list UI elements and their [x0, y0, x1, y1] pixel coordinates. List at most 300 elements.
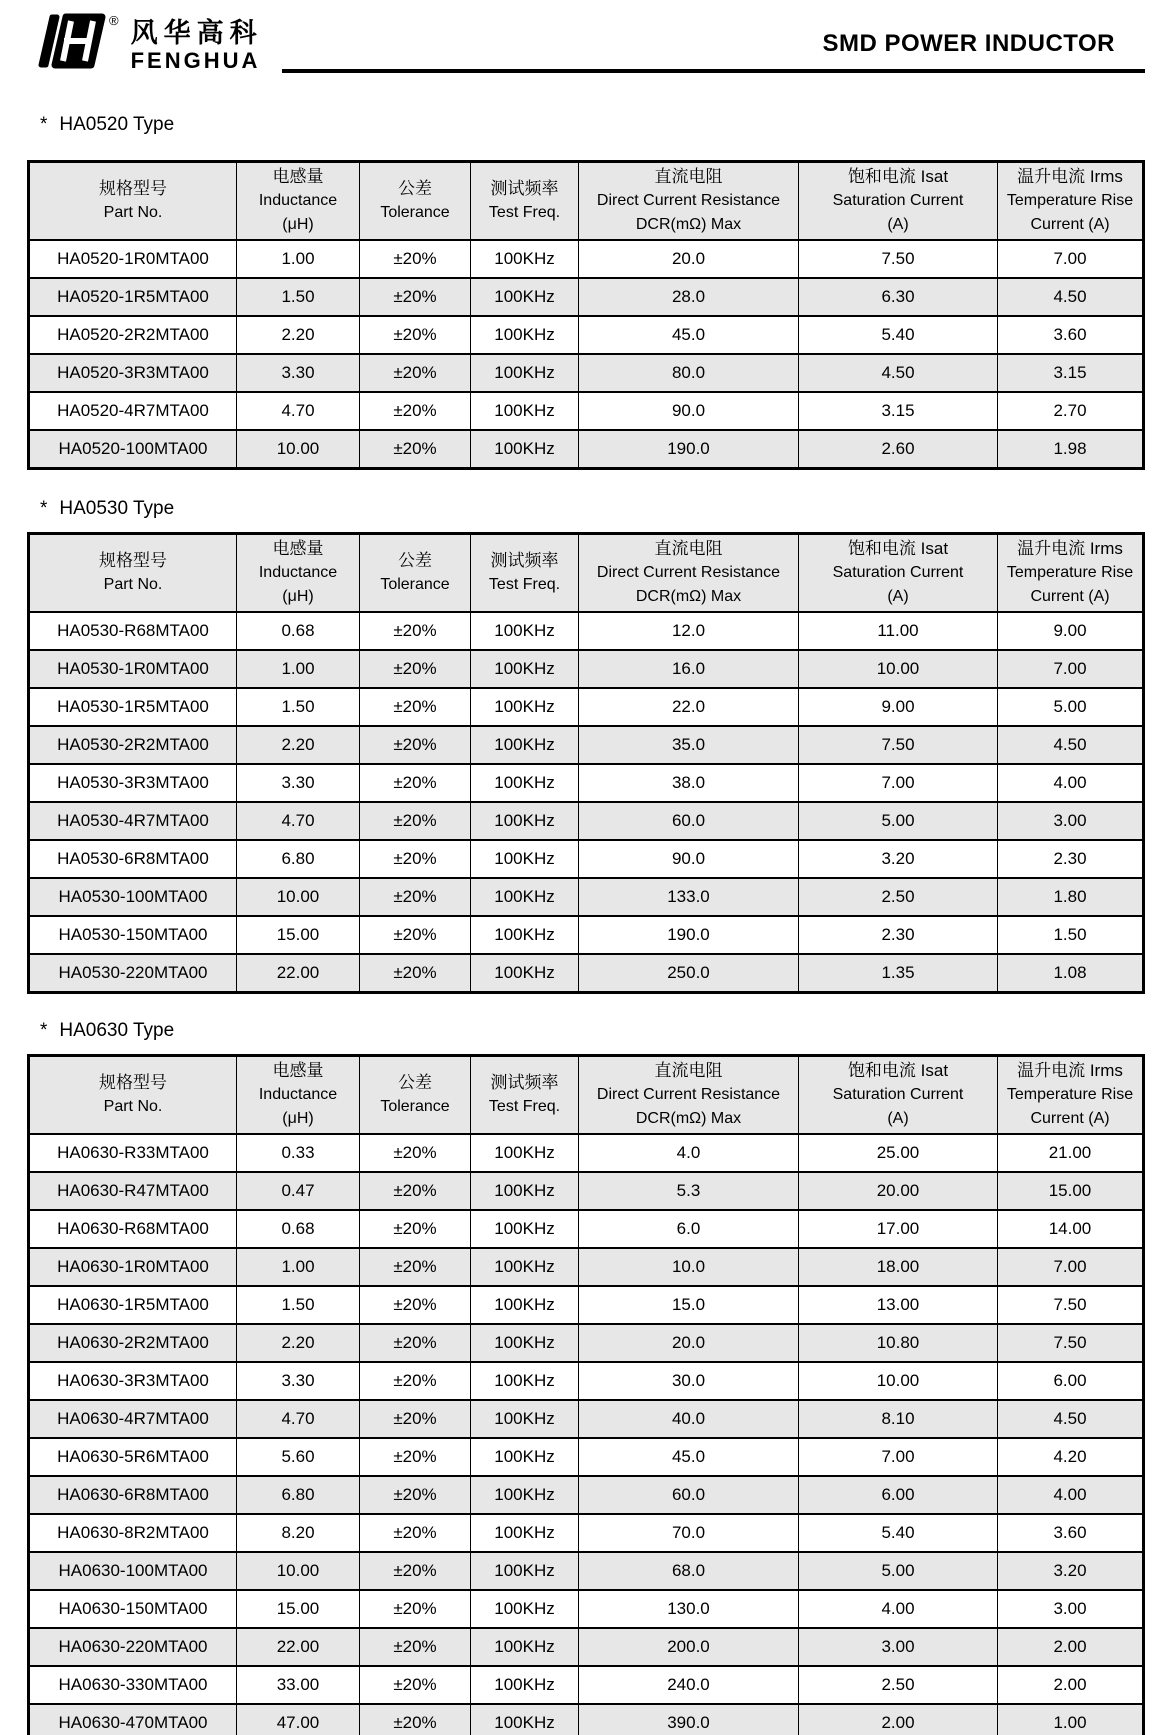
- value-cell: 4.00: [998, 1476, 1144, 1514]
- value-cell: 3.15: [799, 392, 998, 430]
- table-row: [29, 1590, 1144, 1628]
- value-cell: 5.00: [799, 1552, 998, 1590]
- part-no-cell: HA0630-5R6MTA00: [29, 1438, 237, 1476]
- value-cell: 4.50: [998, 1400, 1144, 1438]
- value-cell: 9.00: [799, 688, 998, 726]
- value-cell: ±20%: [360, 650, 471, 688]
- value-cell: 3.00: [998, 1590, 1144, 1628]
- column-header: 测试频率 Test Freq.: [471, 534, 579, 613]
- value-cell: 100KHz: [471, 1248, 579, 1286]
- value-cell: 7.00: [998, 1248, 1144, 1286]
- section-title-text: HA0520 Type: [59, 114, 175, 135]
- value-cell: 13.00: [799, 1286, 998, 1324]
- value-cell: 1.00: [237, 1248, 360, 1286]
- header-row: [29, 1056, 1144, 1135]
- value-cell: 100KHz: [471, 1134, 579, 1172]
- section-title-ha0520: [40, 114, 1155, 136]
- value-cell: 1.08: [998, 954, 1144, 993]
- table-row: [29, 650, 1144, 688]
- value-cell: 100KHz: [471, 392, 579, 430]
- column-header: 直流电阻 Direct Current Resistance DCR(mΩ) Max: [579, 1056, 799, 1135]
- table-row: [29, 764, 1144, 802]
- value-cell: 190.0: [579, 430, 799, 469]
- value-cell: ±20%: [360, 1210, 471, 1248]
- value-cell: 22.0: [579, 688, 799, 726]
- value-cell: ±20%: [360, 878, 471, 916]
- value-cell: ±20%: [360, 1400, 471, 1438]
- part-no-cell: HA0530-4R7MTA00: [29, 802, 237, 840]
- value-cell: 2.50: [799, 1666, 998, 1704]
- table-row: [29, 916, 1144, 954]
- value-cell: 2.30: [799, 916, 998, 954]
- value-cell: 100KHz: [471, 240, 579, 278]
- column-header: 饱和电流 Isat Saturation Current (A): [799, 534, 998, 613]
- section-bullet: *: [40, 498, 48, 519]
- value-cell: 3.15: [998, 354, 1144, 392]
- part-no-cell: HA0530-3R3MTA00: [29, 764, 237, 802]
- value-cell: 133.0: [579, 878, 799, 916]
- value-cell: ±20%: [360, 430, 471, 469]
- value-cell: 6.00: [799, 1476, 998, 1514]
- value-cell: 45.0: [579, 316, 799, 354]
- value-cell: ±20%: [360, 316, 471, 354]
- value-cell: 5.60: [237, 1438, 360, 1476]
- value-cell: ±20%: [360, 1514, 471, 1552]
- value-cell: ±20%: [360, 688, 471, 726]
- value-cell: 15.00: [237, 916, 360, 954]
- part-no-cell: HA0520-1R0MTA00: [29, 240, 237, 278]
- value-cell: 17.00: [799, 1210, 998, 1248]
- table-row: [29, 802, 1144, 840]
- value-cell: 3.30: [237, 1362, 360, 1400]
- value-cell: 100KHz: [471, 354, 579, 392]
- value-cell: 100KHz: [471, 612, 579, 650]
- table-row: [29, 1248, 1144, 1286]
- value-cell: 100KHz: [471, 1210, 579, 1248]
- value-cell: 0.47: [237, 1172, 360, 1210]
- value-cell: ±20%: [360, 802, 471, 840]
- part-no-cell: HA0530-2R2MTA00: [29, 726, 237, 764]
- table-row: [29, 1134, 1144, 1172]
- table-row: [29, 1172, 1144, 1210]
- value-cell: ±20%: [360, 1172, 471, 1210]
- table-row: [29, 840, 1144, 878]
- value-cell: ±20%: [360, 726, 471, 764]
- value-cell: 8.10: [799, 1400, 998, 1438]
- value-cell: 2.00: [799, 1704, 998, 1735]
- value-cell: ±20%: [360, 392, 471, 430]
- value-cell: 1.50: [237, 688, 360, 726]
- value-cell: 22.00: [237, 1628, 360, 1666]
- table-row: [29, 1628, 1144, 1666]
- value-cell: 0.68: [237, 1210, 360, 1248]
- part-no-cell: HA0520-100MTA00: [29, 430, 237, 469]
- table-row: [29, 612, 1144, 650]
- table-row: [29, 240, 1144, 278]
- value-cell: 7.00: [998, 650, 1144, 688]
- value-cell: 28.0: [579, 278, 799, 316]
- value-cell: 7.00: [998, 240, 1144, 278]
- value-cell: 100KHz: [471, 316, 579, 354]
- value-cell: 390.0: [579, 1704, 799, 1735]
- value-cell: 45.0: [579, 1438, 799, 1476]
- value-cell: 7.50: [998, 1324, 1144, 1362]
- value-cell: 4.00: [998, 764, 1144, 802]
- value-cell: 4.00: [799, 1590, 998, 1628]
- value-cell: ±20%: [360, 1324, 471, 1362]
- column-header: 温升电流 Irms Temperature Rise Current (A): [998, 1056, 1144, 1135]
- value-cell: 240.0: [579, 1666, 799, 1704]
- value-cell: 15.00: [998, 1172, 1144, 1210]
- table-row: [29, 1210, 1144, 1248]
- value-cell: ±20%: [360, 1590, 471, 1628]
- value-cell: 20.00: [799, 1172, 998, 1210]
- value-cell: 40.0: [579, 1400, 799, 1438]
- value-cell: 100KHz: [471, 278, 579, 316]
- table-row: [29, 316, 1144, 354]
- value-cell: 100KHz: [471, 1286, 579, 1324]
- value-cell: 2.70: [998, 392, 1144, 430]
- value-cell: 100KHz: [471, 878, 579, 916]
- part-no-cell: HA0630-R47MTA00: [29, 1172, 237, 1210]
- value-cell: 7.50: [799, 240, 998, 278]
- part-no-cell: HA0530-1R0MTA00: [29, 650, 237, 688]
- value-cell: ±20%: [360, 1248, 471, 1286]
- part-no-cell: HA0630-R33MTA00: [29, 1134, 237, 1172]
- value-cell: 100KHz: [471, 1400, 579, 1438]
- table-row: [29, 1552, 1144, 1590]
- value-cell: 6.80: [237, 1476, 360, 1514]
- value-cell: 5.40: [799, 316, 998, 354]
- value-cell: ±20%: [360, 354, 471, 392]
- section-title-text: HA0630 Type: [59, 1020, 175, 1041]
- value-cell: ±20%: [360, 278, 471, 316]
- value-cell: 80.0: [579, 354, 799, 392]
- part-no-cell: HA0530-6R8MTA00: [29, 840, 237, 878]
- value-cell: 100KHz: [471, 916, 579, 954]
- column-header: 饱和电流 Isat Saturation Current (A): [799, 162, 998, 241]
- part-no-cell: HA0630-8R2MTA00: [29, 1514, 237, 1552]
- table-row: [29, 1324, 1144, 1362]
- part-no-cell: HA0530-220MTA00: [29, 954, 237, 993]
- value-cell: 2.00: [998, 1666, 1144, 1704]
- brand-text: [131, 18, 263, 73]
- part-no-cell: HA0630-6R8MTA00: [29, 1476, 237, 1514]
- value-cell: ±20%: [360, 1628, 471, 1666]
- value-cell: 100KHz: [471, 726, 579, 764]
- part-no-cell: HA0630-R68MTA00: [29, 1210, 237, 1248]
- table-row: [29, 430, 1144, 469]
- value-cell: 8.20: [237, 1514, 360, 1552]
- value-cell: ±20%: [360, 1552, 471, 1590]
- value-cell: 4.0: [579, 1134, 799, 1172]
- column-header: 公差 Tolerance: [360, 534, 471, 613]
- section-bullet: *: [40, 114, 48, 135]
- value-cell: 3.30: [237, 764, 360, 802]
- part-no-cell: HA0630-150MTA00: [29, 1590, 237, 1628]
- column-header: 测试频率 Test Freq.: [471, 1056, 579, 1135]
- value-cell: 2.20: [237, 316, 360, 354]
- value-cell: 100KHz: [471, 1628, 579, 1666]
- section-title-ha0630: [40, 1020, 1155, 1042]
- table-row: [29, 1400, 1144, 1438]
- value-cell: 12.0: [579, 612, 799, 650]
- value-cell: 100KHz: [471, 1172, 579, 1210]
- value-cell: 3.60: [998, 316, 1144, 354]
- section-ha0520: [0, 114, 1155, 470]
- value-cell: 6.80: [237, 840, 360, 878]
- part-no-cell: HA0530-1R5MTA00: [29, 688, 237, 726]
- part-no-cell: HA0630-4R7MTA00: [29, 1400, 237, 1438]
- column-header: 规格型号 Part No.: [29, 1056, 237, 1135]
- value-cell: 10.00: [799, 1362, 998, 1400]
- value-cell: 4.50: [799, 354, 998, 392]
- table-row: [29, 688, 1144, 726]
- value-cell: 4.70: [237, 392, 360, 430]
- section-ha0530: [0, 498, 1155, 994]
- table-row: [29, 1514, 1144, 1552]
- value-cell: 100KHz: [471, 1438, 579, 1476]
- value-cell: 20.0: [579, 1324, 799, 1362]
- value-cell: 100KHz: [471, 1552, 579, 1590]
- header-row: [29, 162, 1144, 241]
- value-cell: 4.50: [998, 726, 1144, 764]
- value-cell: 100KHz: [471, 1324, 579, 1362]
- value-cell: 1.00: [998, 1704, 1144, 1735]
- value-cell: 38.0: [579, 764, 799, 802]
- part-no-cell: HA0530-R68MTA00: [29, 612, 237, 650]
- part-no-cell: HA0630-3R3MTA00: [29, 1362, 237, 1400]
- value-cell: 100KHz: [471, 688, 579, 726]
- value-cell: 6.0: [579, 1210, 799, 1248]
- value-cell: ±20%: [360, 916, 471, 954]
- value-cell: 6.30: [799, 278, 998, 316]
- value-cell: 1.00: [237, 240, 360, 278]
- value-cell: 30.0: [579, 1362, 799, 1400]
- table-row: [29, 1362, 1144, 1400]
- value-cell: 4.70: [237, 802, 360, 840]
- part-no-cell: HA0630-2R2MTA00: [29, 1324, 237, 1362]
- value-cell: 10.00: [237, 1552, 360, 1590]
- value-cell: 2.20: [237, 1324, 360, 1362]
- value-cell: ±20%: [360, 240, 471, 278]
- table-row: [29, 392, 1144, 430]
- value-cell: 0.33: [237, 1134, 360, 1172]
- value-cell: 7.00: [799, 1438, 998, 1476]
- column-header: 饱和电流 Isat Saturation Current (A): [799, 1056, 998, 1135]
- value-cell: 70.0: [579, 1514, 799, 1552]
- part-no-cell: HA0520-4R7MTA00: [29, 392, 237, 430]
- value-cell: 100KHz: [471, 954, 579, 993]
- value-cell: 2.50: [799, 878, 998, 916]
- column-header: 公差 Tolerance: [360, 162, 471, 241]
- value-cell: 10.00: [799, 650, 998, 688]
- part-no-cell: HA0630-220MTA00: [29, 1628, 237, 1666]
- value-cell: ±20%: [360, 1134, 471, 1172]
- value-cell: 100KHz: [471, 1514, 579, 1552]
- table-row: [29, 354, 1144, 392]
- value-cell: 4.70: [237, 1400, 360, 1438]
- value-cell: 10.0: [579, 1248, 799, 1286]
- table-row: [29, 878, 1144, 916]
- value-cell: 33.00: [237, 1666, 360, 1704]
- value-cell: 1.35: [799, 954, 998, 993]
- table-row: [29, 278, 1144, 316]
- section-title-ha0530: [40, 498, 1155, 520]
- value-cell: 100KHz: [471, 430, 579, 469]
- value-cell: 7.50: [998, 1286, 1144, 1324]
- part-no-cell: HA0630-330MTA00: [29, 1666, 237, 1704]
- value-cell: 35.0: [579, 726, 799, 764]
- value-cell: 100KHz: [471, 802, 579, 840]
- part-no-cell: HA0630-100MTA00: [29, 1552, 237, 1590]
- value-cell: 0.68: [237, 612, 360, 650]
- value-cell: 1.00: [237, 650, 360, 688]
- page-header: [0, 0, 1155, 76]
- value-cell: 1.50: [998, 916, 1144, 954]
- value-cell: 130.0: [579, 1590, 799, 1628]
- value-cell: 100KHz: [471, 764, 579, 802]
- value-cell: 10.00: [237, 878, 360, 916]
- value-cell: 3.20: [799, 840, 998, 878]
- column-header: 温升电流 Irms Temperature Rise Current (A): [998, 162, 1144, 241]
- spec-table-ha0520: [27, 160, 1145, 470]
- value-cell: 25.00: [799, 1134, 998, 1172]
- table-row: [29, 1476, 1144, 1514]
- value-cell: 100KHz: [471, 1476, 579, 1514]
- section-bullet: *: [40, 1020, 48, 1041]
- part-no-cell: HA0520-2R2MTA00: [29, 316, 237, 354]
- value-cell: 15.00: [237, 1590, 360, 1628]
- table-row: [29, 954, 1144, 993]
- value-cell: 10.00: [237, 430, 360, 469]
- column-header: 直流电阻 Direct Current Resistance DCR(mΩ) Max: [579, 162, 799, 241]
- value-cell: 90.0: [579, 392, 799, 430]
- value-cell: 100KHz: [471, 840, 579, 878]
- value-cell: 20.0: [579, 240, 799, 278]
- table-row: [29, 1438, 1144, 1476]
- part-no-cell: HA0530-150MTA00: [29, 916, 237, 954]
- value-cell: 90.0: [579, 840, 799, 878]
- spec-table-ha0630: [27, 1054, 1145, 1735]
- header-row: [29, 534, 1144, 613]
- table-row: [29, 1286, 1144, 1324]
- value-cell: 5.3: [579, 1172, 799, 1210]
- column-header: 电感量 Inductance (μH): [237, 1056, 360, 1135]
- table-row: [29, 1704, 1144, 1735]
- value-cell: 3.30: [237, 354, 360, 392]
- value-cell: ±20%: [360, 1666, 471, 1704]
- part-no-cell: HA0520-1R5MTA00: [29, 278, 237, 316]
- value-cell: 1.50: [237, 1286, 360, 1324]
- value-cell: 11.00: [799, 612, 998, 650]
- value-cell: 16.0: [579, 650, 799, 688]
- value-cell: ±20%: [360, 1286, 471, 1324]
- value-cell: 6.00: [998, 1362, 1144, 1400]
- value-cell: 7.50: [799, 726, 998, 764]
- column-header: 测试频率 Test Freq.: [471, 162, 579, 241]
- value-cell: 2.60: [799, 430, 998, 469]
- value-cell: 1.80: [998, 878, 1144, 916]
- section-title-text: HA0530 Type: [59, 498, 175, 519]
- value-cell: ±20%: [360, 1476, 471, 1514]
- value-cell: ±20%: [360, 840, 471, 878]
- value-cell: 3.20: [998, 1552, 1144, 1590]
- value-cell: 100KHz: [471, 650, 579, 688]
- part-no-cell: HA0520-3R3MTA00: [29, 354, 237, 392]
- part-no-cell: HA0630-1R5MTA00: [29, 1286, 237, 1324]
- value-cell: ±20%: [360, 1704, 471, 1735]
- table-row: [29, 1666, 1144, 1704]
- header-rule: [282, 69, 1145, 73]
- part-no-cell: HA0630-1R0MTA00: [29, 1248, 237, 1286]
- column-header: 规格型号 Part No.: [29, 162, 237, 241]
- value-cell: ±20%: [360, 954, 471, 993]
- registered-trademark-icon: ®: [109, 13, 119, 28]
- value-cell: 60.0: [579, 802, 799, 840]
- value-cell: 22.00: [237, 954, 360, 993]
- value-cell: 9.00: [998, 612, 1144, 650]
- brand-name-english: FENGHUA: [130, 48, 261, 73]
- column-header: 直流电阻 Direct Current Resistance DCR(mΩ) Max: [579, 534, 799, 613]
- brand-name-chinese: 风华高科: [130, 18, 263, 48]
- value-cell: 5.00: [799, 802, 998, 840]
- section-ha0630: [0, 1020, 1155, 1735]
- value-cell: 68.0: [579, 1552, 799, 1590]
- value-cell: 21.00: [998, 1134, 1144, 1172]
- part-no-cell: HA0530-100MTA00: [29, 878, 237, 916]
- value-cell: 5.00: [998, 688, 1144, 726]
- value-cell: 15.0: [579, 1286, 799, 1324]
- value-cell: 1.50: [237, 278, 360, 316]
- spec-table-ha0530: [27, 532, 1145, 994]
- table-row: [29, 726, 1144, 764]
- value-cell: 3.00: [799, 1628, 998, 1666]
- value-cell: 10.80: [799, 1324, 998, 1362]
- value-cell: 60.0: [579, 1476, 799, 1514]
- page-title: SMD POWER INDUCTOR: [822, 30, 1115, 57]
- value-cell: 7.00: [799, 764, 998, 802]
- value-cell: 100KHz: [471, 1666, 579, 1704]
- value-cell: 100KHz: [471, 1362, 579, 1400]
- value-cell: 2.30: [998, 840, 1144, 878]
- value-cell: ±20%: [360, 1438, 471, 1476]
- column-header: 温升电流 Irms Temperature Rise Current (A): [998, 534, 1144, 613]
- value-cell: 18.00: [799, 1248, 998, 1286]
- value-cell: 2.20: [237, 726, 360, 764]
- column-header: 电感量 Inductance (μH): [237, 162, 360, 241]
- value-cell: 3.00: [998, 802, 1144, 840]
- value-cell: 100KHz: [471, 1704, 579, 1735]
- value-cell: 250.0: [579, 954, 799, 993]
- value-cell: ±20%: [360, 612, 471, 650]
- fenghua-logo-mark-icon: [30, 12, 108, 70]
- value-cell: 1.98: [998, 430, 1144, 469]
- value-cell: 3.60: [998, 1514, 1144, 1552]
- value-cell: 5.40: [799, 1514, 998, 1552]
- value-cell: 100KHz: [471, 1590, 579, 1628]
- column-header: 规格型号 Part No.: [29, 534, 237, 613]
- value-cell: ±20%: [360, 764, 471, 802]
- value-cell: 14.00: [998, 1210, 1144, 1248]
- fenghua-logo: [30, 12, 263, 73]
- value-cell: 47.00: [237, 1704, 360, 1735]
- value-cell: 4.50: [998, 278, 1144, 316]
- value-cell: 2.00: [998, 1628, 1144, 1666]
- value-cell: 190.0: [579, 916, 799, 954]
- column-header: 公差 Tolerance: [360, 1056, 471, 1135]
- value-cell: ±20%: [360, 1362, 471, 1400]
